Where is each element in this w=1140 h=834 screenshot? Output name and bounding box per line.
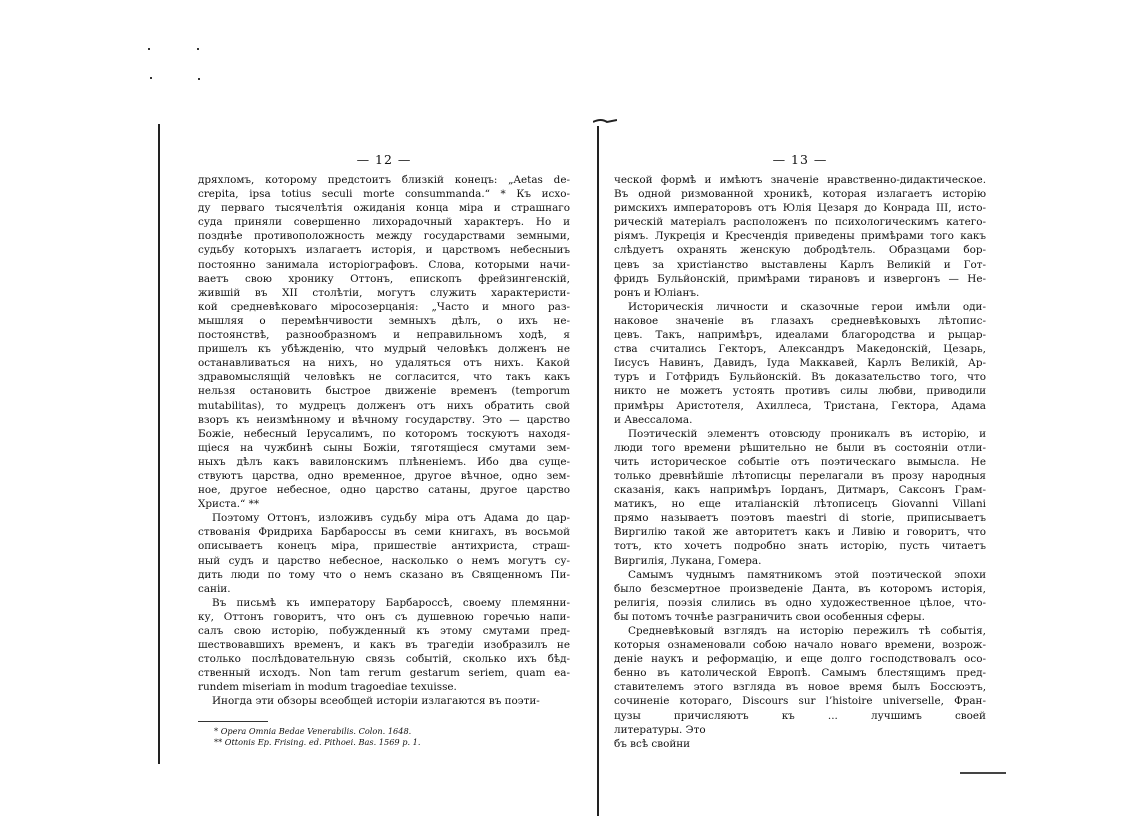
- text-line: римскихъ императоровъ отъ Юлія Цезаря до Конрада III, исто-: [614, 202, 986, 215]
- text-line: литературы. Это: [614, 723, 706, 736]
- text-line: цузы причисляютъ къ ... лучшимъ своей: [614, 709, 986, 722]
- text-line: Историческія личности и сказочные герои имѣли оди-: [628, 300, 986, 313]
- text-line: сказанія, какъ напримѣръ Іорданъ, Дитмаръ, Саксонъ Грам-: [614, 484, 986, 497]
- page-text: [614, 173, 986, 751]
- text-line: саніи.: [198, 582, 231, 595]
- text-line: rundem miseriam in modum tragoediae texuisse.: [198, 681, 457, 694]
- text-line: столько послѣдовательную связь событій, сколько ихъ бѣд-: [198, 653, 570, 666]
- text-line: ронъ и Юліанъ.: [614, 286, 700, 299]
- text-line: тотъ, кто хочетъ подробно знать исторію, пусть читаетъ: [614, 540, 986, 553]
- text-line: mutabilitas), то мудрецъ долженъ отъ нихъ обратить свой: [198, 399, 570, 412]
- text-line: ческой формѣ и имѣютъ значеніе нравственно-дидактическое.: [614, 174, 986, 186]
- text-line: ствованія Фридриха Барбароссы въ семи книгахъ, въ восьмой: [198, 526, 570, 539]
- text-line: ствуютъ царства, одно временное, другое вѣчное, одно зем-: [198, 469, 570, 482]
- text-line: ваетъ свою хронику Оттонъ, епископъ фрейзингенскій,: [198, 272, 570, 285]
- text-line: Въ одной ризмованной хроникѣ, которая излагаетъ исторію: [614, 188, 986, 201]
- scan-speck: [148, 48, 150, 50]
- binding-spine: [597, 126, 599, 816]
- text-line: Христа.“ **: [198, 498, 260, 511]
- text-line: Виргилію такой же авторитетъ какъ и Ливію и говоритъ, что: [614, 526, 986, 539]
- text-line: описываетъ конецъ міра, пришествіе антихриста, страш-: [198, 540, 570, 553]
- text-line: щіеся на чужбинѣ сыны Божіи, тяготящіеся смутами зем-: [198, 441, 570, 454]
- text-line: наковое значеніе въ глазахъ средневѣковыхъ лѣтопис-: [614, 314, 986, 327]
- text-line: ное, другое небесное, одно царство сатаны, другое царство: [198, 484, 570, 497]
- text-line: Божіе, небесный Іерусалимъ, по которомъ тоскуютъ находя-: [198, 427, 570, 440]
- text-line: мышляя о перемѣнчивости земныхъ дѣлъ, о ихъ не-: [198, 314, 570, 327]
- text-line: останавливаться на нихъ, но удаляться отъ нихъ. Какой: [198, 357, 570, 370]
- right-page: [614, 152, 986, 751]
- footnote: ** Ottonis Ep. Frising. ed. Pithoei. Bas. 1569 p. 1.: [214, 736, 421, 747]
- text-line: бы потомъ точнѣе разграничить свои особенныя сферы.: [614, 610, 925, 623]
- text-line: и Авессалома.: [614, 413, 693, 426]
- text-line: религія, поэзія слились въ одно художественное цѣлое, что-: [614, 596, 986, 609]
- text-line: ныхъ дѣлъ какъ вавилонскимъ плѣненіемъ. Ибо два суще-: [198, 455, 570, 468]
- scan-speck: [198, 78, 200, 80]
- text-line: бъ всѣ свойни: [614, 737, 691, 750]
- text-line: ственный исходъ. Non tam rerum gestarum seriem, quam ea-: [198, 667, 570, 680]
- text-line: было безсмертное произведеніе Данта, въ которомъ исторія,: [614, 582, 986, 595]
- page-text: [198, 173, 570, 709]
- text-line: взоръ къ неизмѣнному и вѣчному государству. Это — царство: [198, 413, 570, 426]
- text-line: никто не можетъ устоять противъ силы любви, приводили: [614, 385, 986, 398]
- text-line: слѣдуетъ охранять женскую добродѣтель. Образцами бор-: [614, 244, 986, 257]
- text-line: цевъ за христіанство выставлены Карлъ Великій и Гот-: [614, 258, 986, 271]
- text-line: Поэтическій элементъ отовсюду проникалъ въ исторію, и: [628, 427, 986, 440]
- text-line: кой средневѣковаго міросозерцанія: „Часто и много раз-: [198, 300, 570, 313]
- text-line: бенно въ католической Европѣ. Самымъ блестящимъ пред-: [614, 667, 986, 680]
- text-line: Виргилія, Лукана, Гомера.: [614, 554, 762, 567]
- text-line: здравомыслящій человѣкъ не согласится, что такъ какъ: [198, 371, 570, 384]
- text-line: дряхломъ, которому предстоитъ близкій конецъ: „Aetas de-: [198, 174, 570, 186]
- left-page: [198, 152, 570, 748]
- text-line: Средневѣковый взглядъ на исторію пережилъ тѣ событія,: [628, 625, 986, 637]
- text-line: позднѣе противоположность между государствами земными,: [198, 230, 570, 243]
- text-line: салъ свою исторію, побужденный къ этому смутами пред-: [198, 625, 570, 637]
- text-line: только древнѣйшіе лѣтописцы перелагали въ прозу народныя: [614, 469, 986, 482]
- text-line: рическій матеріалъ расположенъ по психологическимъ катего-: [614, 216, 986, 229]
- torn-edge: [960, 772, 1006, 774]
- text-line: Поэтому Оттонъ, изложивъ судьбу міра отъ Адама до цар-: [212, 512, 570, 525]
- text-line: пришелъ къ убѣжденію, что мудрый человѣкъ долженъ не: [198, 343, 570, 356]
- text-line: Иногда эти обзоры всеобщей исторіи излагаются въ поэти-: [212, 695, 540, 708]
- text-line: дить люди по тому что о немъ сказано въ Священномъ Пи-: [198, 568, 570, 581]
- text-line: чить историческое событіе отъ поэтическаго вымысла. Не: [614, 455, 986, 468]
- text-line: постоянствѣ, разнообразномъ и неправильномъ ходѣ, я: [198, 329, 570, 342]
- text-line: примѣры Аристотеля, Ахиллеса, Тристана, Гектора, Адама: [614, 399, 986, 412]
- text-line: деніе наукъ и реформацію, и еще долго господствовалъ осо-: [614, 653, 986, 666]
- text-line: Іисусъ Навинъ, Давидъ, Іуда Маккавей, Карлъ Великій, Ар-: [614, 357, 986, 370]
- text-line: ду перваго тысячелѣтія ожиданія конца міра и страшнаго: [198, 202, 570, 215]
- text-line: туръ и Готфридъ Бульйонскій. Въ доказательство того, что: [614, 371, 986, 384]
- text-line: шествовавшихъ временъ, и какъ въ трагедіи изобразилъ не: [198, 639, 570, 652]
- text-line: судьбу которыхъ излагаетъ исторія, и царствомъ небесныиъ: [198, 244, 570, 257]
- scan-speck: [197, 48, 199, 50]
- text-line: матикъ, но еще италіанскій лѣтописецъ Giovanni Villani: [614, 498, 986, 511]
- text-line: ку, Оттонъ говоритъ, что онъ съ душевною горечью напи-: [198, 610, 570, 623]
- text-line: нельзя остановить быстрое движеніе временъ (temporum: [198, 385, 570, 398]
- footnotes: [198, 726, 558, 748]
- text-line: crepita, ipsa totius seculi morte consummanda.“ * Къ исхо-: [198, 188, 570, 201]
- text-line: цевъ. Такъ, напримѣръ, идеалами благородства и рыцар-: [614, 329, 986, 342]
- page-number: — 13 —: [772, 152, 828, 167]
- text-line: фридъ Бульйонскій, примѣрами тирановъ и извергонъ — Не-: [614, 272, 986, 285]
- text-line: люди того времени рѣшительно не были въ состояніи отли-: [614, 441, 986, 454]
- text-line: суда приняли совершенно лихорадочный характеръ. Но и: [198, 216, 570, 229]
- page-number: — 12 —: [356, 152, 412, 167]
- text-line: ріямъ. Лукреція и Кресчендія приведены примѣрами того какъ: [614, 230, 986, 243]
- text-line: ставителемъ этого взгляда въ новое время былъ Боссюэтъ,: [614, 681, 986, 694]
- footnote: * Opera Omnia Bedae Venerabilis. Colon. 1648.: [214, 725, 412, 736]
- scan-speck: [150, 77, 152, 79]
- text-line: ный судъ и царство небесное, насколько о немъ могутъ су-: [198, 554, 570, 567]
- text-line: которыя ознаменовали собою начало новаго времени, возрож-: [614, 639, 986, 652]
- text-line: Въ письмѣ къ императору Барбароссѣ, своему племянни-: [212, 596, 570, 609]
- text-line: ства считались Гекторъ, Александръ Македонскій, Цезарь,: [614, 343, 986, 356]
- left-page-edge: [158, 124, 160, 764]
- text-line: сочиненіе котораго, Discours sur l’histoire universelle, Фран-: [614, 695, 986, 708]
- text-line: прямо называетъ поэтовъ maestri di storie, приписываетъ: [614, 512, 986, 525]
- text-line: постоянно занимала исторіографовъ. Слова, которыми начи-: [198, 258, 570, 271]
- text-line: жившій въ XII столѣтіи, могутъ служить характеристи-: [198, 286, 570, 299]
- text-line: Самымъ чуднымъ памятникомъ этой поэтической эпохи: [628, 568, 986, 581]
